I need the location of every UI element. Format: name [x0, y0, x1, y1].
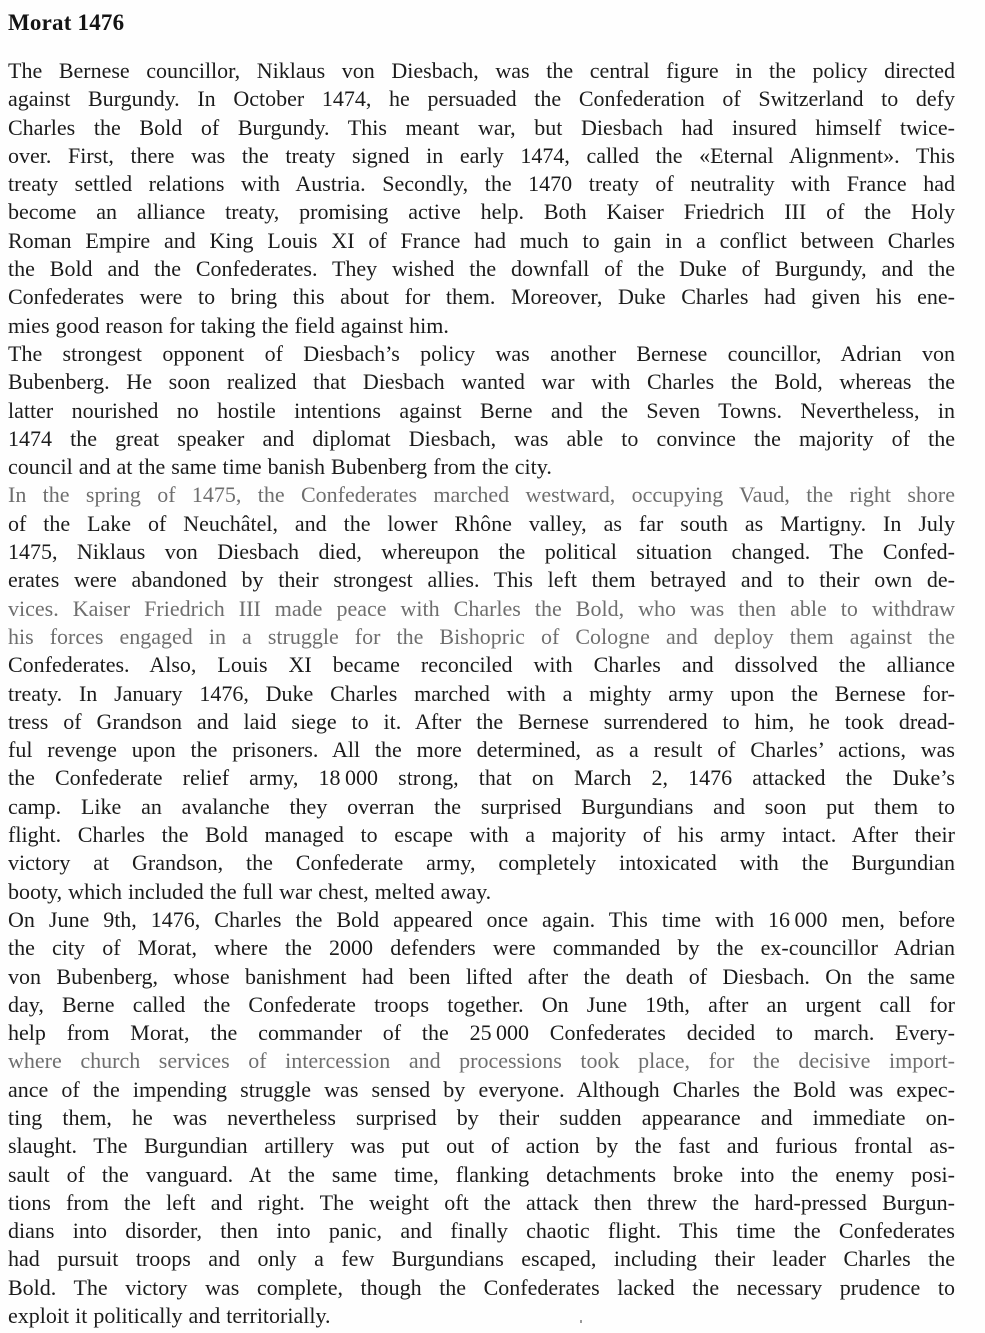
text-line: day, Berne called the Confederate troops together. On June 19th, after an urgent call for	[8, 991, 955, 1017]
text-line: von Bubenberg, whose banishment had been lifted after the death of Diesbach. On the same	[8, 963, 955, 989]
text-line: where church services of intercession and processions took place, for the decisive import-	[8, 1048, 955, 1074]
text-line: treaty settled relations with Austria. Secondly, the 1470 treaty of neutrality with France had	[8, 171, 955, 197]
text-line: vices. Kaiser Friedrich III made peace with Charles the Bold, who was then able to withdraw	[8, 595, 955, 621]
text-line: exploit it politically and territorially.	[8, 1303, 331, 1329]
text-line: Bold. The victory was complete, though the Confederates lacked the necessary prudence to	[8, 1274, 955, 1300]
text-line: In the spring of 1475, the Confederates marched westward, occupying Vaud, the right shore	[8, 482, 955, 508]
text-line: Charles the Bold of Burgundy. This meant war, but Diesbach had insured himself twice-	[8, 114, 955, 140]
text-line: victory at Grandson, the Confederate army, completely intoxicated with the Burgundian	[8, 850, 955, 876]
text-line: of the Lake of Neuchâtel, and the lower Rhône valley, as far south as Martigny. In July	[8, 510, 955, 536]
text-line: The strongest opponent of Diesbach’s policy was another Bernese councillor, Adrian von	[8, 340, 955, 366]
text-line: ting them, he was nevertheless surprised by their sudden appearance and immediate on-	[8, 1104, 955, 1130]
text-line: the Confederate relief army, 18 000 strong, that on March 2, 1476 attacked the Duke’s	[8, 765, 955, 791]
text-line: slaught. The Burgundian artillery was put out of action by the fast and furious frontal as-	[8, 1133, 955, 1159]
scan-artifact-dot	[580, 1320, 582, 1323]
document-body	[8, 57, 955, 1330]
text-line: Confederates were to bring this about for them. Moreover, Duke Charles had given his ene-	[8, 284, 955, 310]
text-line: against Burgundy. In October 1474, he persuaded the Confederation of Switzerland to defy	[8, 86, 955, 112]
text-line: Bubenberg. He soon realized that Diesbach wanted war with Charles the Bold, whereas the	[8, 369, 955, 395]
text-line: 1475, Niklaus von Diesbach died, whereupon the political situation changed. The Confed-	[8, 539, 955, 565]
text-line: On June 9th, 1476, Charles the Bold appeared once again. This time with 16 000 men, before	[8, 906, 955, 932]
text-line: his forces engaged in a struggle for the Bishopric of Cologne and deploy them against the	[8, 623, 955, 649]
text-line: 1474 the great speaker and diplomat Diesbach, was able to convince the majority of the	[8, 425, 955, 451]
text-line: sault of the vanguard. At the same time, flanking detachments broke into the enemy posi-	[8, 1161, 955, 1187]
text-line: had pursuit troops and only a few Burgundians escaped, including their leader Charles the	[8, 1246, 955, 1272]
text-line: latter nourished no hostile intentions against Berne and the Seven Towns. Nevertheless, in	[8, 397, 955, 423]
text-line: Confederates. Also, Louis XI became reconciled with Charles and dissolved the alliance	[8, 652, 955, 678]
text-line: camp. Like an avalanche they overran the surprised Burgundians and soon put them to	[8, 793, 955, 819]
text-line: the city of Morat, where the 2000 defenders were commanded by the ex-councillor Adrian	[8, 935, 955, 961]
text-line: Roman Empire and King Louis XI of France had much to gain in a conflict between Charles	[8, 227, 955, 253]
text-line: The Bernese councillor, Niklaus von Diesbach, was the central figure in the policy directed	[8, 58, 955, 83]
text-line: council and at the same time banish Bubenberg from the city.	[8, 454, 552, 480]
text-line: erates were abandoned by their strongest allies. This left them betrayed and to their own de-	[8, 567, 955, 593]
text-line: booty, which included the full war chest, melted away.	[8, 878, 492, 904]
text-line: dians into disorder, then into panic, and finally chaotic flight. This time the Confederates	[8, 1218, 955, 1244]
page-title: Morat 1476	[8, 10, 125, 35]
text-line: ance of the impending struggle was sensed by everyone. Although Charles the Bold was expec-	[8, 1076, 955, 1102]
text-line: tress of Grandson and laid siege to it. After the Bernese surrendered to him, he took dread-	[8, 708, 955, 734]
text-line: ful revenge upon the prisoners. All the more determined, as a result of Charles’ actions, was	[8, 737, 955, 763]
text-line: become an alliance treaty, promising active help. Both Kaiser Friedrich III of the Holy	[8, 199, 955, 225]
text-line: mies good reason for taking the field against him.	[8, 312, 449, 338]
text-line: over. First, there was the treaty signed in early 1474, called the «Eternal Alignment». This	[8, 142, 955, 168]
text-line: treaty. In January 1476, Duke Charles marched with a mighty army upon the Bernese for-	[8, 680, 955, 706]
text-line: tions from the left and right. The weight oft the attack then threw the hard-pressed Burgun-	[8, 1189, 955, 1215]
text-line: help from Morat, the commander of the 25 000 Confederates decided to march. Every-	[8, 1020, 955, 1046]
text-line: flight. Charles the Bold managed to escape with a majority of his army intact. After their	[8, 822, 955, 848]
text-line: the Bold and the Confederates. They wished the downfall of the Duke of Burgundy, and the	[8, 256, 955, 282]
